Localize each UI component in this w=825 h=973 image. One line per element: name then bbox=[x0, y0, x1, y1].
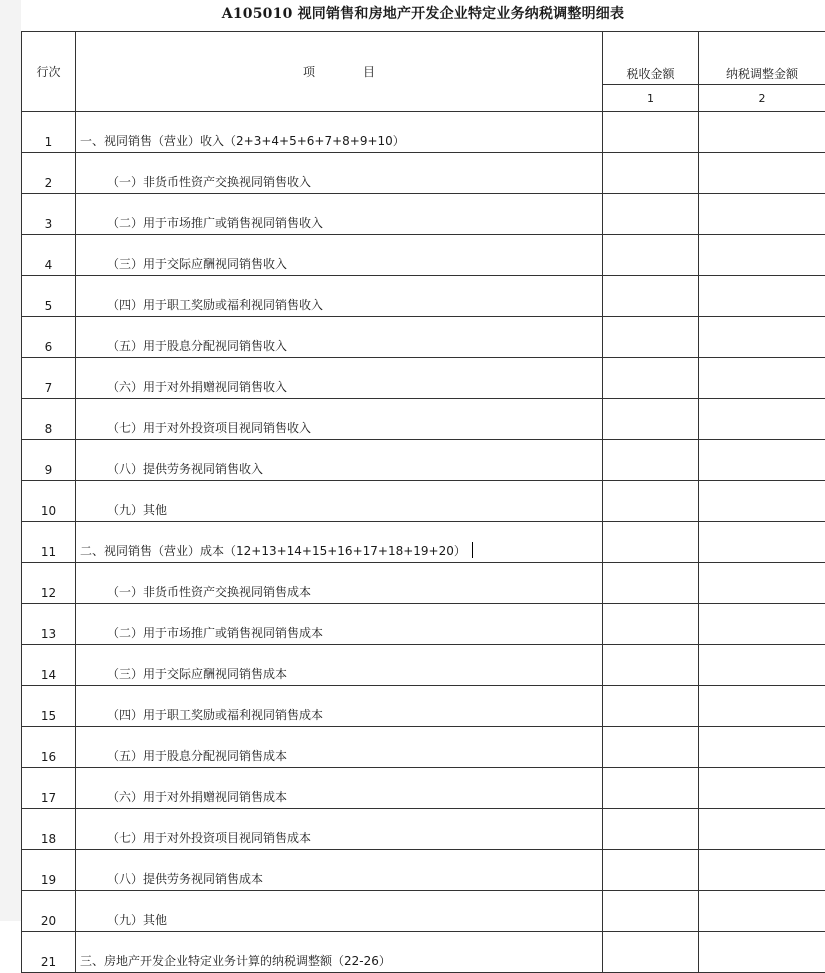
row-item-label bbox=[76, 317, 603, 358]
row-number: 2 bbox=[22, 153, 76, 194]
table-row bbox=[22, 850, 825, 891]
table-row bbox=[22, 153, 825, 194]
row-item-label bbox=[76, 399, 603, 440]
row-item-label bbox=[76, 932, 603, 973]
row-item-label bbox=[76, 358, 603, 399]
adjustment-amount-cell[interactable] bbox=[699, 317, 825, 358]
table-row bbox=[22, 563, 825, 604]
tax-amount-cell[interactable] bbox=[603, 112, 699, 153]
adjustment-amount-cell[interactable] bbox=[699, 153, 825, 194]
adjustment-amount-cell[interactable] bbox=[699, 563, 825, 604]
row-number: 4 bbox=[22, 235, 76, 276]
adjustment-amount-cell[interactable] bbox=[699, 522, 825, 563]
adjustment-amount-cell[interactable] bbox=[699, 276, 825, 317]
row-item-label bbox=[76, 235, 603, 276]
row-item-label bbox=[76, 276, 603, 317]
adjustment-amount-cell[interactable] bbox=[699, 645, 825, 686]
table-row bbox=[22, 399, 825, 440]
row-item-text: （六）用于对外捐赠视同销售成本 bbox=[107, 790, 287, 804]
row-number: 5 bbox=[22, 276, 76, 317]
tax-amount-header: 税收金额 bbox=[603, 32, 699, 85]
row-item-text: （三）用于交际应酬视同销售收入 bbox=[107, 257, 287, 271]
tax-amount-cell[interactable] bbox=[603, 522, 699, 563]
row-item-label bbox=[76, 153, 603, 194]
table-row bbox=[22, 276, 825, 317]
table-row bbox=[22, 194, 825, 235]
table-row bbox=[22, 481, 825, 522]
adjustment-amount-cell[interactable] bbox=[699, 112, 825, 153]
adjustment-amount-cell[interactable] bbox=[699, 604, 825, 645]
text-cursor bbox=[472, 542, 473, 558]
row-item-label bbox=[76, 809, 603, 850]
row-item-label bbox=[76, 891, 603, 932]
row-item-label bbox=[76, 604, 603, 645]
row-item-text: （八）提供劳务视同销售收入 bbox=[107, 462, 263, 476]
row-item-text: （九）其他 bbox=[107, 913, 167, 927]
tax-amount-cell[interactable] bbox=[603, 194, 699, 235]
table-row bbox=[22, 686, 825, 727]
tax-amount-cell[interactable] bbox=[603, 358, 699, 399]
row-number: 17 bbox=[22, 768, 76, 809]
tax-amount-cell[interactable] bbox=[603, 153, 699, 194]
adjustment-amount-cell[interactable] bbox=[699, 235, 825, 276]
row-number: 6 bbox=[22, 317, 76, 358]
table-row bbox=[22, 522, 825, 563]
row-item-text: （八）提供劳务视同销售成本 bbox=[107, 872, 263, 886]
adjustment-amount-cell[interactable] bbox=[699, 481, 825, 522]
tax-amount-cell[interactable] bbox=[603, 563, 699, 604]
tax-amount-cell[interactable] bbox=[603, 645, 699, 686]
row-item-text: （二）用于市场推广或销售视同销售收入 bbox=[107, 216, 323, 230]
row-item-label bbox=[76, 850, 603, 891]
row-item-label bbox=[76, 727, 603, 768]
tax-amount-cell[interactable] bbox=[603, 399, 699, 440]
row-number: 20 bbox=[22, 891, 76, 932]
adjustment-amount-cell[interactable] bbox=[699, 768, 825, 809]
row-item-label bbox=[76, 194, 603, 235]
adjustment-amount-column-index: 2 bbox=[699, 85, 825, 112]
adjustment-amount-cell[interactable] bbox=[699, 686, 825, 727]
table-row bbox=[22, 645, 825, 686]
tax-amount-cell[interactable] bbox=[603, 276, 699, 317]
row-item-text: （四）用于职工奖励或福利视同销售收入 bbox=[107, 298, 323, 312]
adjustment-amount-cell[interactable] bbox=[699, 358, 825, 399]
row-item-text: 一、视同销售（营业）收入（2+3+4+5+6+7+8+9+10） bbox=[80, 134, 405, 148]
row-item-text: （五）用于股息分配视同销售成本 bbox=[107, 749, 287, 763]
tax-amount-cell[interactable] bbox=[603, 727, 699, 768]
row-item-text: 三、房地产开发企业特定业务计算的纳税调整额（22-26） bbox=[80, 954, 391, 968]
item-header: 项 目 bbox=[76, 32, 603, 112]
row-number: 8 bbox=[22, 399, 76, 440]
table-row bbox=[22, 235, 825, 276]
row-number: 19 bbox=[22, 850, 76, 891]
row-number: 18 bbox=[22, 809, 76, 850]
row-number: 13 bbox=[22, 604, 76, 645]
row-number: 11 bbox=[22, 522, 76, 563]
table-row bbox=[22, 112, 825, 153]
row-number: 12 bbox=[22, 563, 76, 604]
table-row bbox=[22, 440, 825, 481]
row-number: 9 bbox=[22, 440, 76, 481]
tax-amount-cell[interactable] bbox=[603, 932, 699, 973]
row-number: 10 bbox=[22, 481, 76, 522]
row-item-label bbox=[76, 112, 603, 153]
table-row bbox=[22, 768, 825, 809]
row-item-text: （七）用于对外投资项目视同销售收入 bbox=[107, 421, 311, 435]
table-row bbox=[22, 891, 825, 932]
adjustment-amount-cell[interactable] bbox=[699, 850, 825, 891]
row-item-text: （一）非货币性资产交换视同销售收入 bbox=[107, 175, 311, 189]
tax-amount-cell[interactable] bbox=[603, 481, 699, 522]
row-item-text: （一）非货币性资产交换视同销售成本 bbox=[107, 585, 311, 599]
page-title: A105010 视同销售和房地产开发企业特定业务纳税调整明细表 bbox=[21, 0, 825, 30]
row-item-text: 二、视同销售（营业）成本（12+13+14+15+16+17+18+19+20） bbox=[80, 544, 466, 558]
tax-amount-cell[interactable] bbox=[603, 686, 699, 727]
row-item-text: （六）用于对外捐赠视同销售收入 bbox=[107, 380, 287, 394]
table-row bbox=[22, 932, 825, 973]
tax-amount-cell[interactable] bbox=[603, 440, 699, 481]
row-number: 7 bbox=[22, 358, 76, 399]
row-item-label bbox=[76, 440, 603, 481]
row-number: 14 bbox=[22, 645, 76, 686]
adjustment-amount-cell[interactable] bbox=[699, 727, 825, 768]
tax-amount-cell[interactable] bbox=[603, 809, 699, 850]
tax-amount-cell[interactable] bbox=[603, 768, 699, 809]
tax-amount-column-index: 1 bbox=[603, 85, 699, 112]
table-row bbox=[22, 727, 825, 768]
row-item-label bbox=[76, 481, 603, 522]
adjustment-amount-cell[interactable] bbox=[699, 932, 825, 973]
row-item-text: （五）用于股息分配视同销售收入 bbox=[107, 339, 287, 353]
tax-amount-cell[interactable] bbox=[603, 604, 699, 645]
tax-amount-cell[interactable] bbox=[603, 235, 699, 276]
row-item-label bbox=[76, 686, 603, 727]
adjustment-amount-cell[interactable] bbox=[699, 399, 825, 440]
table-row bbox=[22, 358, 825, 399]
row-header-gutter bbox=[0, 0, 21, 921]
adjustment-amount-cell[interactable] bbox=[699, 194, 825, 235]
row-item-label bbox=[76, 522, 603, 563]
row-number: 16 bbox=[22, 727, 76, 768]
table-row bbox=[22, 317, 825, 358]
adjustment-amount-header: 纳税调整金额 bbox=[699, 32, 825, 85]
adjustment-amount-cell[interactable] bbox=[699, 440, 825, 481]
row-item-text: （四）用于职工奖励或福利视同销售成本 bbox=[107, 708, 323, 722]
row-item-label bbox=[76, 563, 603, 604]
row-number: 21 bbox=[22, 932, 76, 973]
row-number: 15 bbox=[22, 686, 76, 727]
row-number: 3 bbox=[22, 194, 76, 235]
row-item-label bbox=[76, 768, 603, 809]
adjustment-amount-cell[interactable] bbox=[699, 891, 825, 932]
tax-amount-cell[interactable] bbox=[603, 850, 699, 891]
table-row bbox=[22, 809, 825, 850]
row-item-label bbox=[76, 645, 603, 686]
table-row bbox=[22, 604, 825, 645]
row-number-header: 行次 bbox=[22, 32, 76, 112]
tax-amount-cell[interactable] bbox=[603, 891, 699, 932]
row-item-text: （二）用于市场推广或销售视同销售成本 bbox=[107, 626, 323, 640]
row-item-text: （七）用于对外投资项目视同销售成本 bbox=[107, 831, 311, 845]
tax-adjustment-table bbox=[21, 31, 825, 973]
adjustment-amount-cell[interactable] bbox=[699, 809, 825, 850]
row-item-text: （三）用于交际应酬视同销售成本 bbox=[107, 667, 287, 681]
row-number: 1 bbox=[22, 112, 76, 153]
row-item-text: （九）其他 bbox=[107, 503, 167, 517]
tax-amount-cell[interactable] bbox=[603, 317, 699, 358]
